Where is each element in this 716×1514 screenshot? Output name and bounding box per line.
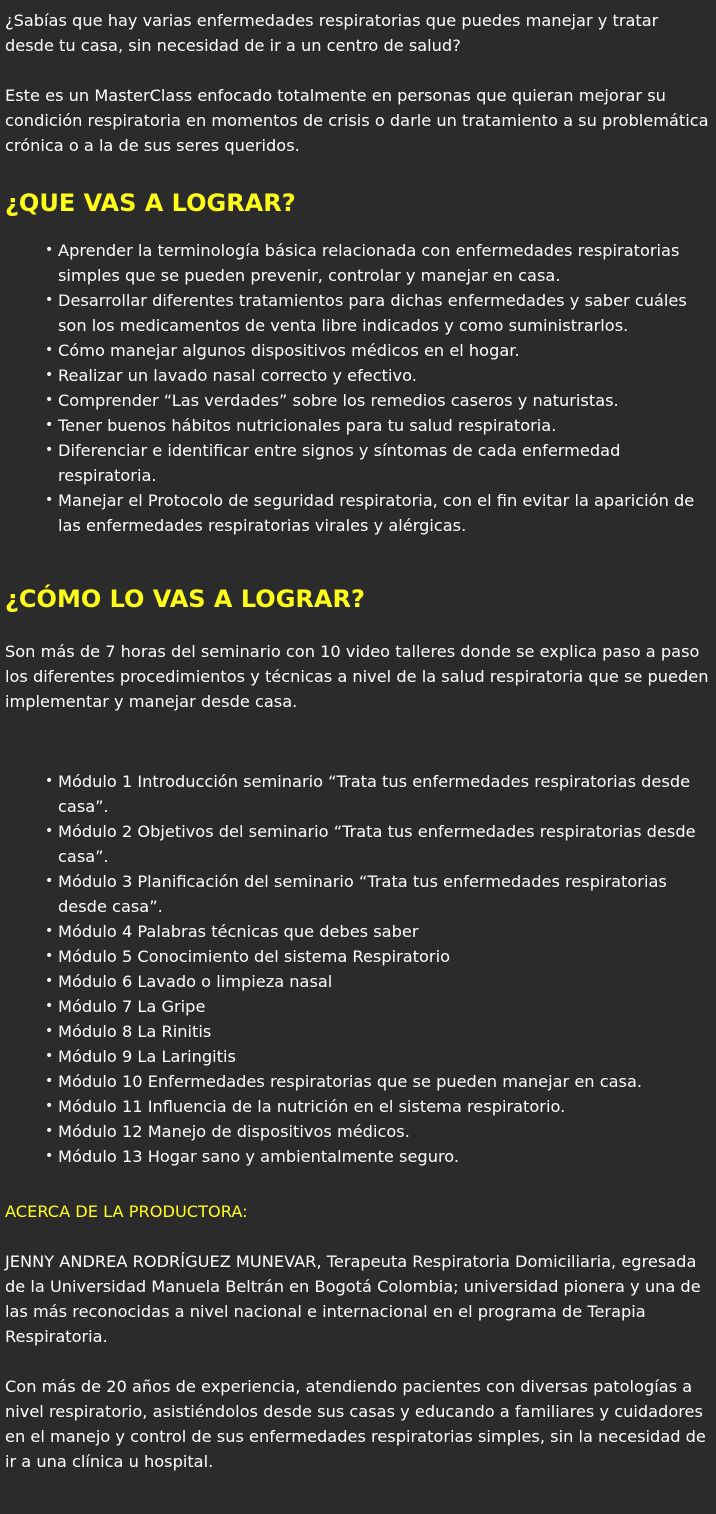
list-item (45, 413, 712, 438)
list-item-text: Tener buenos hábitos nutricionales para tu salud respiratoria. (58, 416, 557, 435)
bullet-icon: • (45, 948, 54, 964)
bullet-icon: • (45, 292, 54, 308)
list-item (45, 1119, 712, 1144)
list-item (45, 819, 712, 869)
bullet-icon: • (45, 367, 54, 383)
list-item-text: Realizar un lavado nasal correcto y efectivo. (58, 366, 417, 385)
section-heading-como: ¿CÓMO LO VAS A LOGRAR? (5, 585, 365, 613)
list-item-text: Manejar el Protocolo de seguridad respiratoria, con el fin evitar la aparición de las enfermedades respiratorias virales y alérgicas. (58, 491, 695, 535)
list-item (45, 919, 712, 944)
list-item-text: Módulo 13 Hogar sano y ambientalmente seguro. (58, 1147, 460, 1166)
list-item (45, 488, 712, 538)
bullet-icon: • (45, 923, 54, 939)
list-item (45, 1044, 712, 1069)
bullet-icon: • (45, 773, 54, 789)
logros-list (5, 238, 712, 538)
como-paragraph: Son más de 7 horas del seminario con 10 video talleres donde se explica paso a paso los diferentes procedimientos y técnicas a nivel de la salud respiratoria que se pueden implementar y manejar desde casa. (5, 642, 709, 711)
list-item (45, 388, 712, 413)
list-item-text: Cómo manejar algunos dispositivos médicos en el hogar. (58, 341, 520, 360)
intro-paragraph-2: Este es un MasterClass enfocado totalmente en personas que quieran mejorar su condición respiratoria en momentos de crisis o darle un tratamiento a su problemática crónica o a la de sus seres queridos. (5, 86, 709, 155)
list-item (45, 238, 712, 288)
bio-paragraph-2: Con más de 20 años de experiencia, atendiendo pacientes con diversas patologías a nivel respiratorio, asistiéndolos desde sus casas y educando a familiares y cuidadores en el manejo y control de sus enfermedades respiratorias simples, sin la necesidad de ir a una clínica u hospital. (5, 1377, 706, 1471)
bullet-icon: • (45, 242, 54, 258)
list-item-text: Módulo 1 Introducción seminario “Trata tus enfermedades respiratorias desde casa”. (58, 772, 691, 816)
bullet-icon: • (45, 1098, 54, 1114)
bullet-icon: • (45, 873, 54, 889)
list-item (45, 1069, 712, 1094)
list-item (45, 288, 712, 338)
list-item-text: Diferenciar e identificar entre signos y síntomas de cada enfermedad respiratoria. (58, 441, 621, 485)
list-item (45, 1144, 712, 1169)
list-item (45, 338, 712, 363)
list-item (45, 994, 712, 1019)
bullet-icon: • (45, 492, 54, 508)
bullet-icon: • (45, 1123, 54, 1139)
bullet-icon: • (45, 1048, 54, 1064)
list-item (45, 969, 712, 994)
bullet-icon: • (45, 1073, 54, 1089)
list-item-text: Módulo 6 Lavado o limpieza nasal (58, 972, 333, 991)
list-item-text: Aprender la terminología básica relacionada con enfermedades respiratorias simples que se pueden prevenir, controlar y manejar en casa. (58, 241, 680, 285)
list-item-text: Módulo 2 Objetivos del seminario “Trata tus enfermedades respiratorias desde casa”. (58, 822, 696, 866)
list-item (45, 869, 712, 919)
bullet-icon: • (45, 442, 54, 458)
bullet-icon: • (45, 973, 54, 989)
list-item (45, 944, 712, 969)
list-item (45, 1094, 712, 1119)
list-item-text: Comprender “Las verdades” sobre los remedios caseros y naturistas. (58, 391, 619, 410)
intro-paragraph-1: ¿Sabías que hay varias enfermedades respiratorias que puedes manejar y tratar desde tu casa, sin necesidad de ir a un centro de salud? (5, 11, 659, 55)
list-item (45, 769, 712, 819)
list-item-text: Módulo 12 Manejo de dispositivos médicos. (58, 1122, 410, 1141)
section-heading-logros: ¿QUE VAS A LOGRAR? (5, 189, 296, 217)
bullet-icon: • (45, 417, 54, 433)
acerca-heading: ACERCA DE LA PRODUCTORA: (5, 1202, 248, 1221)
list-item-text: Módulo 8 La Rinitis (58, 1022, 212, 1041)
list-item-text: Módulo 5 Conocimiento del sistema Respiratorio (58, 947, 450, 966)
bio-paragraph-1: JENNY ANDREA RODRÍGUEZ MUNEVAR, Terapeuta Respiratoria Domiciliaria, egresada de la Universidad Manuela Beltrán en Bogotá Colombia; universidad pionera y una de las más reconocidas a nivel nacional e internacional en el programa de Terapia Respiratoria. (5, 1252, 701, 1346)
list-item-text: Módulo 4 Palabras técnicas que debes saber (58, 922, 419, 941)
list-item (45, 363, 712, 388)
bullet-icon: • (45, 1148, 54, 1164)
list-item-text: Módulo 11 Influencia de la nutrición en el sistema respiratorio. (58, 1097, 566, 1116)
list-item-text: Módulo 7 La Gripe (58, 997, 206, 1016)
modulos-list (5, 769, 712, 1169)
bullet-icon: • (45, 1023, 54, 1039)
bullet-icon: • (45, 392, 54, 408)
list-item-text: Módulo 3 Planificación del seminario “Trata tus enfermedades respiratorias desde casa”. (58, 872, 667, 916)
list-item (45, 438, 712, 488)
bullet-icon: • (45, 342, 54, 358)
bullet-icon: • (45, 998, 54, 1014)
bullet-icon: • (45, 823, 54, 839)
list-item-text: Módulo 9 La Laringitis (58, 1047, 236, 1066)
list-item (45, 1019, 712, 1044)
list-item-text: Módulo 10 Enfermedades respiratorias que se pueden manejar en casa. (58, 1072, 643, 1091)
list-item-text: Desarrollar diferentes tratamientos para dichas enfermedades y saber cuáles son los medicamentos de venta libre indicados y como suministrarlos. (58, 291, 687, 335)
